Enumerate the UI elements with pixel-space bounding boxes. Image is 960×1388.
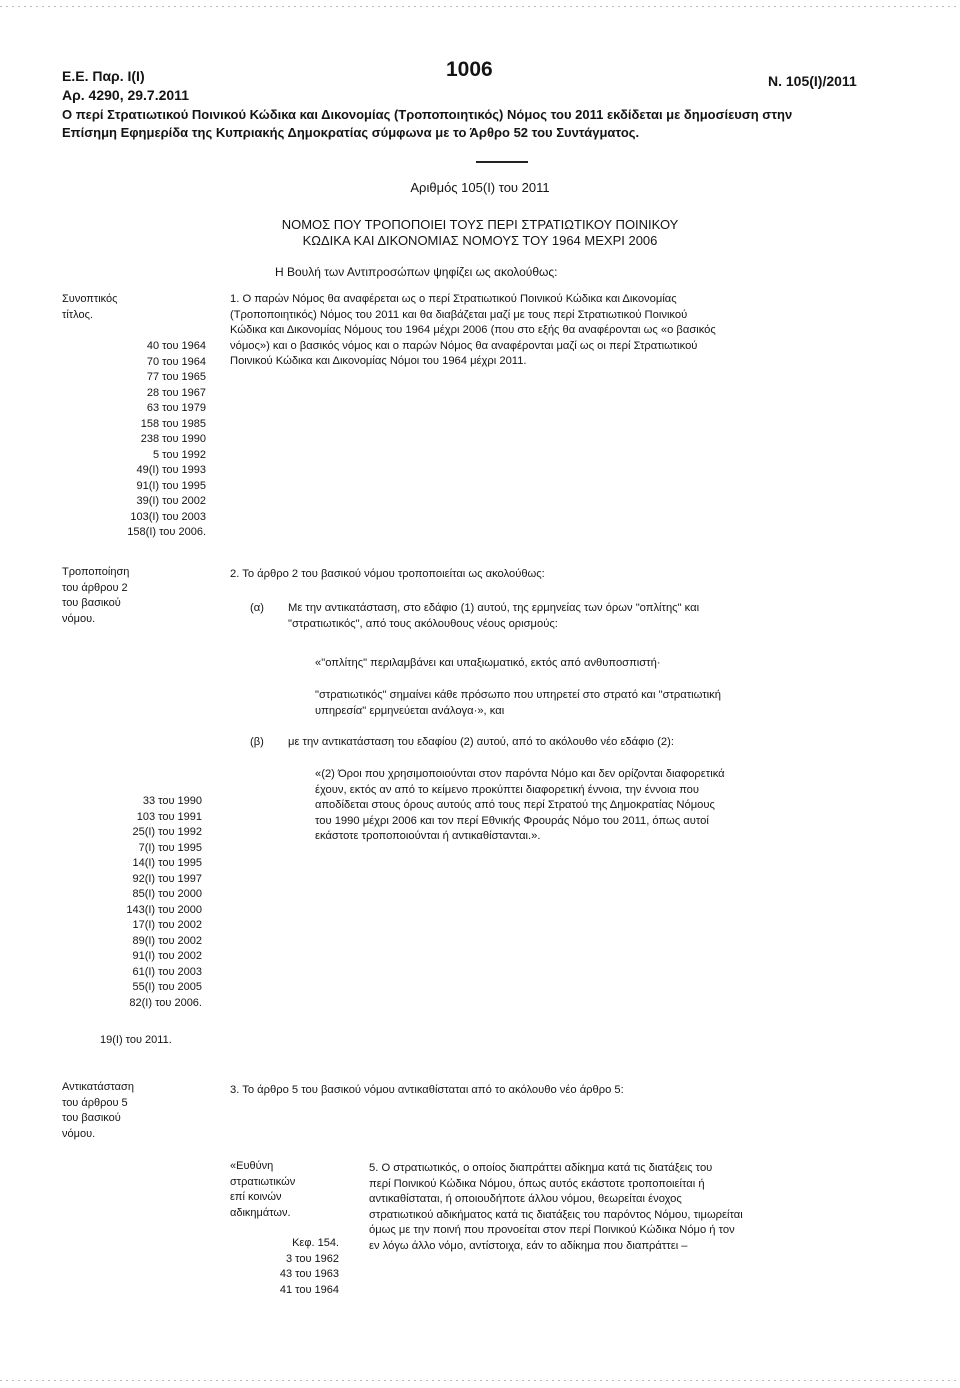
body-line: Με την αντικατάσταση, στο εδάφιο (1) αυτού, της ερμηνείας των όρων "οπλίτης" και [288,602,700,614]
law-number: Ν. 105(Ι)/2011 [768,73,857,89]
margin-title-line: του άρθρου 5 [62,1096,128,1109]
body-line: "στρατιωτικός" σημαίνει κάθε πρόσωπο που υπηρετεί στο στρατό και "στρατιωτική [315,689,721,701]
section1-margin-title [62,292,117,323]
law-title-number: Αριθμός 105(Ι) του 2011 [410,180,550,195]
law-reference: 61(Ι) του 2003 [132,965,202,978]
law-title-line: ΝΟΜΟΣ ΠΟΥ ΤΡΟΠΟΠΟΙΕΙ ΤΟΥΣ ΠΕΡΙ ΣΤΡΑΤΙΩΤΙΚΟΥ ΠΟΙΝΙΚΟΥ [281,217,679,232]
body-line: περί Ποινικού Κώδικα Νόμου, όπως αυτός εκάστοτε τροποποιείται ή [369,1177,705,1190]
section2-references [62,794,202,1011]
section3-lead: 3. Το άρθρο 5 του βασικού νόμου αντικαθίσταται από το ακόλουθο νέο άρθρο 5: [230,1084,624,1096]
article5-margin-title [230,1159,295,1221]
law-reference: 3 του 1962 [285,1252,339,1265]
paragraph-b-label: (β) [250,736,264,748]
margin-title-line: νόμου. [62,1127,96,1140]
law-reference: 14(Ι) του 1995 [132,857,202,869]
body-line: Κώδικα και Δικονομίας Νόμους του 1964 μέχρι 2006 (που στο εξής θα αναφέρονται ως «ο βασικός [230,324,716,337]
margin-title-line: Συνοπτικός [62,293,118,305]
gazette-reference: Ε.Ε. Παρ. Ι(Ι) [62,68,145,84]
definition-oplitis: «"οπλίτης" περιλαμβάνει και υπαξιωματικό, εκτός από ανθυποσπιστή· [315,657,661,669]
law-reference: 55(Ι) του 2005 [132,981,202,993]
margin-title-line: του βασικού [62,1112,121,1124]
law-reference: 39(Ι) του 2002 [136,495,206,507]
law-reference: 238 του 1990 [140,433,206,445]
law-reference: 7(Ι) του 1995 [138,841,202,854]
body-line: εν λόγω άλλο νόμο, αντίστοιχα, εάν το αδίκημα που διαπράττει – [369,1239,688,1252]
body-line: στρατιωτικού αδικήματος κατά τις διατάξεις του παρόντος Νόμου, τιμωρείται [369,1208,743,1221]
law-reference: Κεφ. 154. [292,1237,339,1249]
body-line: όμως με την ποινή που προνοείται στον περί Ποινικού Κώδικα Νόμο ή τον [369,1224,735,1237]
paragraph-a-label: (α) [250,602,264,614]
margin-title-line: τίτλος. [62,308,93,321]
body-line: του 1990 μέχρι 2006 και τον περί Εθνικής Φρουράς Νόμο του 2011, όπως αυτοί [315,814,709,827]
article5-text [369,1161,942,1255]
law-reference: 103 του 1991 [136,810,202,823]
margin-title-line: Τροποποίηση [62,566,130,578]
enacting-formula: Η Βουλή των Αντιπροσώπων ψηφίζει ως ακολούθως: [275,265,558,279]
body-line: υπηρεσία" ερμηνεύεται ανάλογα·», και [315,704,505,717]
definition-stratiotikos [315,688,721,719]
margin-title-line: του βασικού [62,597,121,609]
law-reference: 89(Ι) του 2002 [132,934,202,947]
section3-margin-title [62,1080,134,1142]
law-reference: 17(Ι) του 2002 [132,919,202,931]
law-reference: 85(Ι) του 2000 [132,888,202,900]
body-line: αποδίδεται στους όρους αυτούς από τους περί Στρατού της Δημοκρατίας Νόμους [315,799,715,812]
section1-text [230,292,942,370]
law-reference: 40 του 1964 [146,340,206,352]
margin-title-line: αδικημάτων. [230,1206,291,1219]
subsection-2-quote [315,767,725,845]
body-line: «(2) Όροι που χρησιμοποιούνται στον παρόντα Νόμο και δεν ορίζονται διαφορετικά [315,768,725,780]
law-reference-2011: 19(Ι) του 2011. [100,1034,172,1046]
law-reference: 158 του 1985 [140,417,206,430]
body-line: εκάστοτε τροποποιούνται ή αντικαθίστανται.». [315,830,541,843]
law-reference: 25(Ι) του 1992 [132,826,202,838]
issue-date: Αρ. 4290, 29.7.2011 [62,87,189,103]
law-reference: 70 του 1964 [146,355,206,368]
section2-lead: 2. Το άρθρο 2 του βασικού νόμου τροποποιείται ως ακολούθως: [230,568,545,580]
publication-notice-line: Ο περί Στρατιωτικού Ποινικού Κώδικα και Δικονομίας (Τροποποιητικός) Νόμος του 2011 εκδίδεται με δημοσίευση στην [62,107,793,122]
law-reference: 28 του 1967 [146,386,206,399]
body-line: έχουν, εκτός αν από το κείμενο προκύπτει διαφορετική έννοια, την έννοια που [315,783,699,796]
scan-edge-bottom [0,1380,960,1381]
law-reference: 143(Ι) του 2000 [126,903,202,916]
body-line: (Τροποποιητικός) Νόμος του 2011 και θα διαβάζεται μαζί με τους περί Στρατιωτικού Ποινικού [230,308,688,321]
section2-margin-title [62,565,129,627]
publication-notice-line: Επίσημη Εφημερίδα της Κυπριακής Δημοκρατίας σύμφωνα με το Άρθρο 52 του Συντάγματος. [62,125,640,140]
scan-edge-top [0,6,960,7]
law-reference: 92(Ι) του 1997 [132,872,202,885]
law-reference: 82(Ι) του 2006. [129,996,202,1009]
law-reference: 91(Ι) του 1995 [136,479,206,492]
law-reference: 63 του 1979 [146,402,206,414]
paragraph-a-text [288,601,699,632]
law-reference: 91(Ι) του 2002 [132,950,202,962]
law-reference: 5 του 1992 [152,448,206,461]
title-divider [476,161,528,163]
body-line: "στρατιωτικός", από τους ακόλουθους νέους ορισμούς: [288,617,558,630]
margin-title-line: του άρθρου 2 [62,581,128,594]
margin-title-line: Αντικατάσταση [62,1081,134,1093]
section1-references [62,339,206,541]
law-reference: 33 του 1990 [142,795,202,807]
law-reference: 158(Ι) του 2006. [127,526,206,538]
body-line: αντικαθίσταται, ή οποιουδήποτε άλλου νόμου, θεωρείται ένοχος [369,1193,682,1206]
law-reference: 77 του 1965 [146,371,206,383]
law-reference: 103(Ι) του 2003 [130,510,206,523]
body-line: 5. Ο στρατιωτικός, ο οποίος διαπράττει αδίκημα κατά τις διατάξεις του [369,1162,713,1174]
margin-title-line: επί κοινών [230,1191,282,1203]
margin-title-line: «Ευθύνη [230,1160,274,1172]
body-line: Ποινικού Κώδικα και Δικονομίας Νόμοι του 1964 μέχρι 2011. [230,355,527,368]
law-title-line: ΚΩΔΙΚΑ ΚΑΙ ΔΙΚΟΝΟΜΙΑΣ ΝΟΜΟΥΣ ΤΟΥ 1964 ΜΕΧΡΙ 2006 [302,233,658,248]
page-number: 1006 [446,58,493,81]
law-reference: 49(Ι) του 1993 [136,464,206,476]
margin-title-line: στρατιωτικών [230,1175,296,1188]
paragraph-b-text: με την αντικατάσταση του εδαφίου (2) αυτού, από το ακόλουθο νέο εδάφιο (2): [288,736,674,748]
body-line: 1. Ο παρών Νόμος θα αναφέρεται ως ο περί Στρατιωτικού Ποινικού Κώδικα και Δικονομίας [230,293,677,305]
publication-notice [62,106,942,142]
body-line: νόμος») και ο βασικός νόμος και ο παρών Νόμος θα αναφέρονται μαζί ως οι περί Στρατιωτικού [230,339,698,352]
law-reference: 43 του 1963 [279,1268,339,1280]
article5-references [230,1236,339,1298]
margin-title-line: νόμου. [62,612,96,625]
law-reference: 41 του 1964 [279,1283,339,1296]
